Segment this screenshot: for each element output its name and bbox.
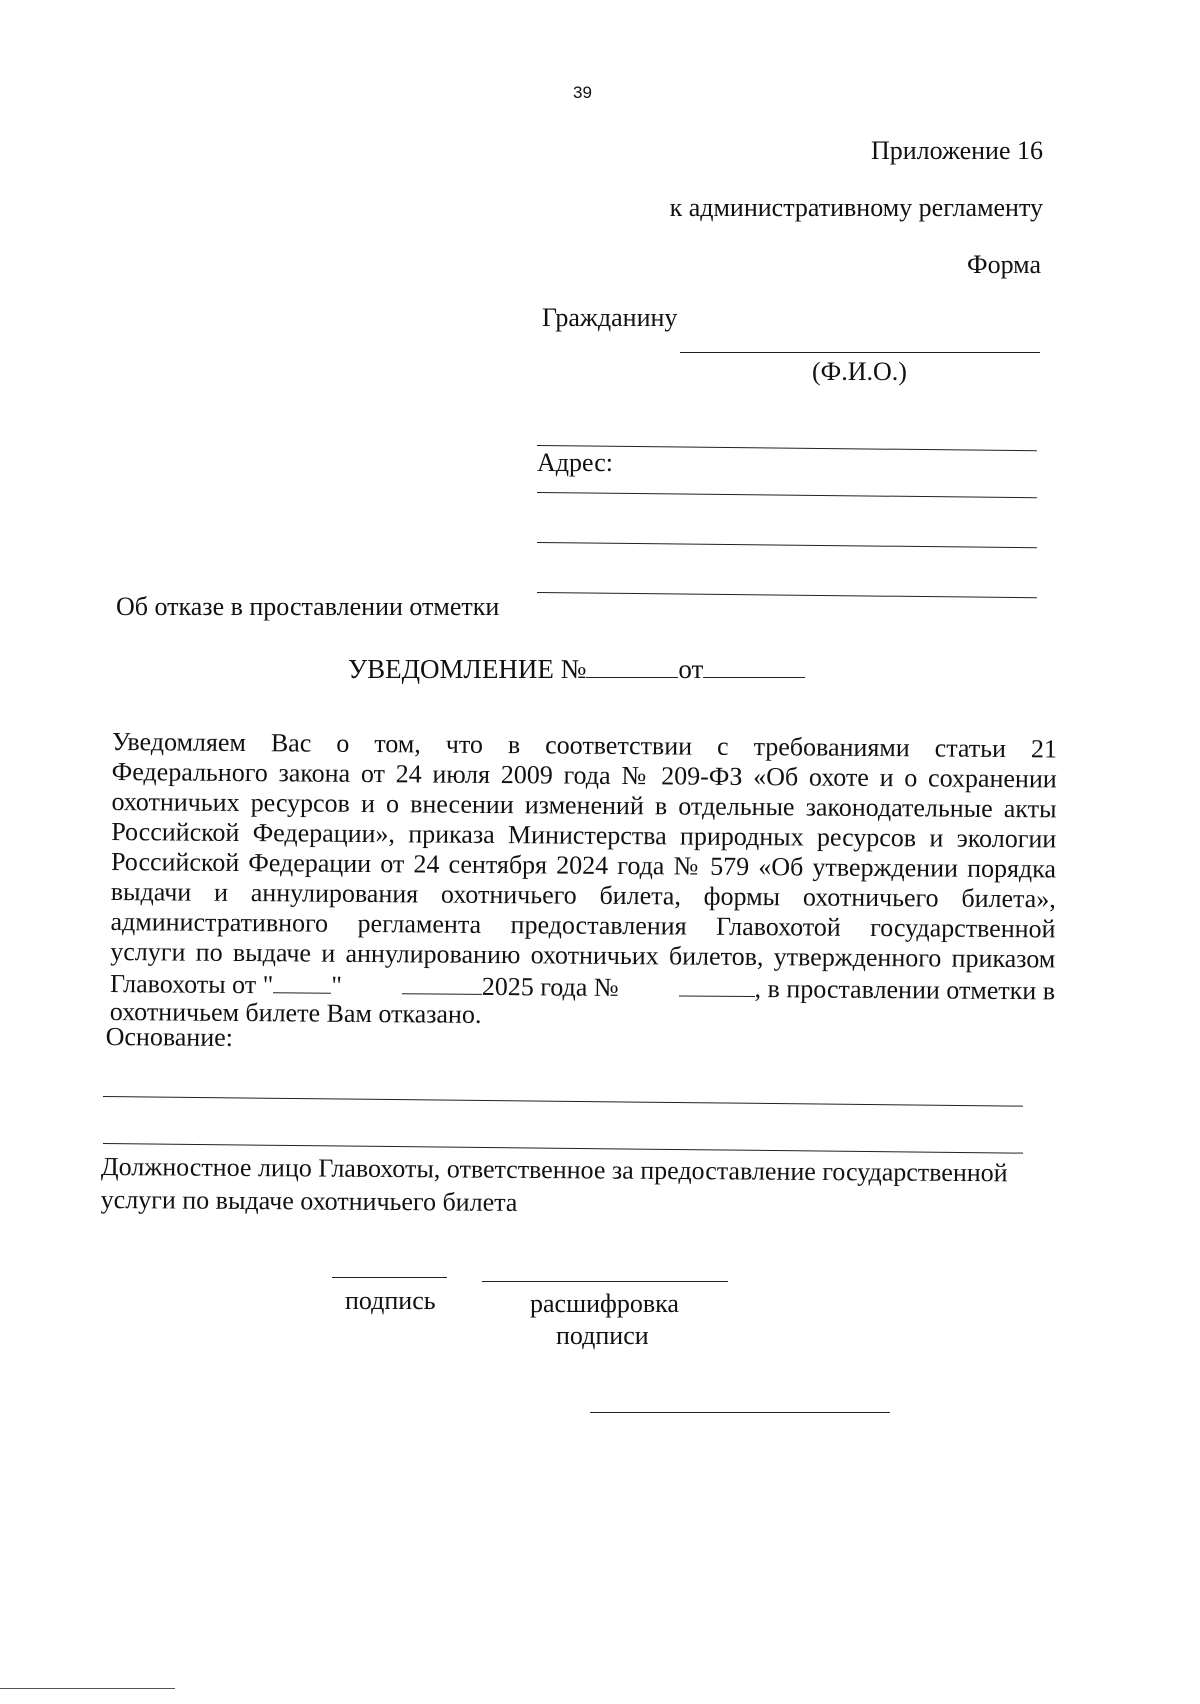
regulation-reference: к административному регламенту	[669, 193, 1043, 222]
signature-decoding-line	[482, 1281, 728, 1282]
body-line: административного регламента предоставления Главохотой государственной	[110, 906, 1056, 944]
citizen-label: Гражданину	[542, 303, 678, 332]
signature-line	[332, 1277, 447, 1278]
form-label: Форма	[967, 250, 1041, 279]
body-line: выдачи и аннулирования охотничьего билета, формы охотничьего билета»,	[110, 876, 1056, 914]
body-line: Российской Федерации от 24 сентября 2024 года № 579 «Об утверждении порядка	[110, 846, 1057, 884]
body-line: охотничьем билете Вам отказано.	[109, 996, 482, 1029]
basis-label: Основание:	[105, 1021, 234, 1052]
body-line: Федерального закона от 24 июля 2009 года № 209-ФЗ «Об охоте и о сохранении	[111, 756, 1057, 794]
subject-line: Об отказе в проставлении отметки	[116, 592, 500, 621]
decoding-caption-1: расшифровка	[530, 1289, 679, 1318]
decoding-caption-2: подписи	[556, 1321, 649, 1350]
scan-edge-line	[0, 1688, 175, 1689]
fio-caption: (Ф.И.О.)	[812, 357, 907, 386]
body-line: Российской Федерации», приказа Министерства природных ресурсов и экологии	[111, 816, 1057, 854]
body-line: Уведомляем Вас о том, что в соответствии с требованиями статьи 21	[111, 727, 1058, 764]
notice-date-label: от	[678, 654, 704, 684]
date-line	[590, 1412, 890, 1413]
notice-title-prefix: УВЕДОМЛЕНИЕ №	[348, 654, 587, 684]
order-year-label: 2025 года №	[481, 971, 619, 1002]
address-label: Адрес:	[537, 448, 613, 477]
official-line-2: услуги по выдаче охотничьего билета	[100, 1185, 518, 1217]
order-date-close: "	[331, 970, 343, 1000]
body-line: услуги по выдаче и аннулированию охотничьих билетов, утвержденного приказом	[110, 936, 1056, 974]
signature-caption: подпись	[345, 1286, 436, 1315]
order-date-open: Главохоты от "	[109, 968, 274, 1000]
appendix-label: Приложение 16	[870, 136, 1043, 165]
official-line-1: Должностное лицо Главохоты, ответственное за предоставление государственной	[100, 1152, 1008, 1188]
order-refusal-text: , в проставлении отметки в	[754, 974, 1056, 1006]
page-number: 39	[573, 83, 592, 102]
body-line: охотничьих ресурсов и о внесении изменений в отдельные законодательные акты	[111, 786, 1057, 824]
